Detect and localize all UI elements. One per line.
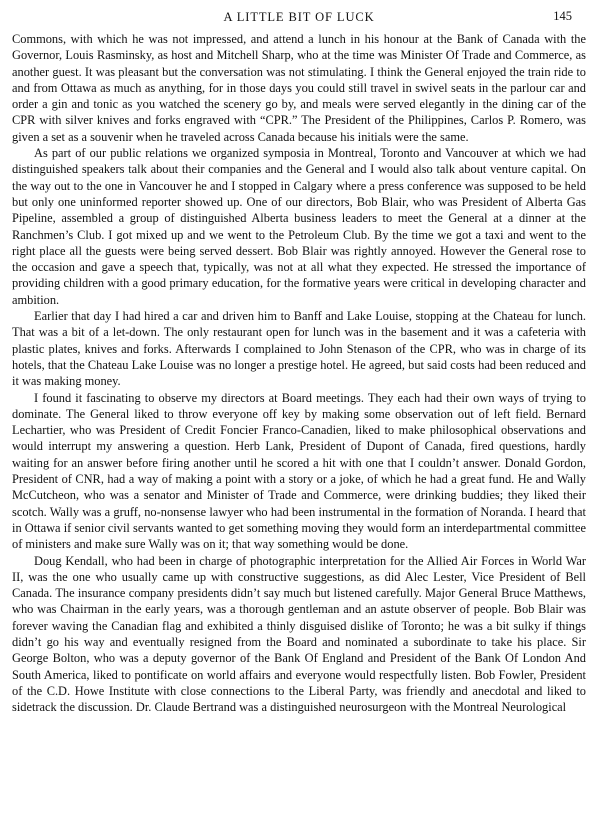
paragraph-continued: Commons, with which he was not impressed, and attend a lunch in his honour at the Bank of Canada with the Governor, Louis Rasminsky, as host and Mitchell Sharp, who at the time was Minister Of Trade and Commerce, as another guest. It was pleasant but the conversation was not stimulating. I think the General enjoyed the train ride to and from Ottawa as much as anything, for in those days you could still travel in swivel seats in the parlour car and order a gin and tonic as you watched the scenery go by, and meals were served elegantly in the dining car of the CPR with silver knives and forks engraved with “CPR.” The President of the Philippines, Carlos P. Romero, was given a set as a souvenir when he traveled across Canada because his initials were the same. <box>12 32 586 144</box>
page-number: 145 <box>553 9 572 23</box>
paragraph-board-meetings: I found it fascinating to observe my directors at Board meetings. They each had their own ways of trying to dominate. The General liked to throw everyone off key by making some observation out of left field. Bernard Lechartier, who was President of Credit Foncier Franco-Canadien, liked to make philosophical observations and would interrupt my answering a question. Herb Lank, President of Dupont of Canada, fired questions, hardly waiting for an answer before firing another until he scored a hit with one that I couldn’t answer. Donald Gordon, President of CNR, had a way of making a point with a story or a joke, of which he had a great fund. He and Wally McCutcheon, who was a senator and Minister of Trade and Commerce, were drinking buddies; they liked their scotch. Wally was a gruff, no-nonsense lawyer who had been instrumental in the formation of Noranda. I heard that in Ottawa if senior civil servants wanted to get something moving they would form an interdepartmental committee of ministers and make sure Wally was on it; that way something would be done. <box>12 390 586 552</box>
paragraph-banff: Earlier that day I had hired a car and driven him to Banff and Lake Louise, stopping at the Chateau for lunch. That was a bit of a let-down. The only restaurant open for lunch was in the basement and it was a cafeteria with plastic plates, knives and forks. Afterwards I complained to John Stenason of the CPR, who was in charge of its hotels, that the Chateau Lake Louise was no longer a prestige hotel. He agreed, but said costs had been reduced and it was making money. <box>12 309 586 389</box>
paragraph-symposia: As part of our public relations we organized symposia in Montreal, Toronto and Vancouver at which we had distinguished speakers talk about their companies and the General and I would also talk about venture capital. On the way out to the one in Vancouver he and I stopped in Calgary where a press conference was supposed to be held but only one uninformed reporter showed up. One of our directors, Bob Blair, who was President of Alberta Gas Pipeline, assembled a group of distinguished Alberta business leaders to meet the General at a dinner at the Ranchmen’s Club. I got mixed up and we went to the Petroleum Club. By the time we got a taxi and went to the right place all the guests were being served dessert. Bob Blair was rightly annoyed. However the General rose to the occasion and gave a speech that, typically, was not at all what they expected. He stressed the importance of providing children with a good primary education, for the formative years were critical in developing character and ambition. <box>12 146 586 307</box>
paragraph-directors: Doug Kendall, who had been in charge of photographic interpretation for the Allied Air Forces in World War II, was the one who usually came up with constructive suggestions, as did Alec Lester, Vice President of Bell Canada. The insurance company presidents didn’t say much but listened carefully. Major General Bruce Matthews, who was Chairman in the early years, was a thorough gentleman and an astute observer of people. Bob Blair was forever waving the Canadian flag and exhibited a thinly disguised dislike of Toronto; he was a bit sulky if things didn’t go his way and eventually resigned from the Board and nominated a subordinate to take his place. Sir George Bolton, who was a deputy governor of the Bank Of England and President of the Bank Of London And South America, liked to pontificate on world affairs and everyone would respectfully listen. Bob Fowler, President of the C.D. Howe Institute with close connections to the Liberal Party, was friendly and anecdotal and liked to sidetrack the discussion. Dr. Claude Bertrand was a distinguished neurosurgeon with the Montreal Neurological <box>12 553 586 715</box>
page-header <box>12 6 586 30</box>
body-text <box>12 31 586 715</box>
running-title: A LITTLE BIT OF LUCK <box>223 10 375 24</box>
